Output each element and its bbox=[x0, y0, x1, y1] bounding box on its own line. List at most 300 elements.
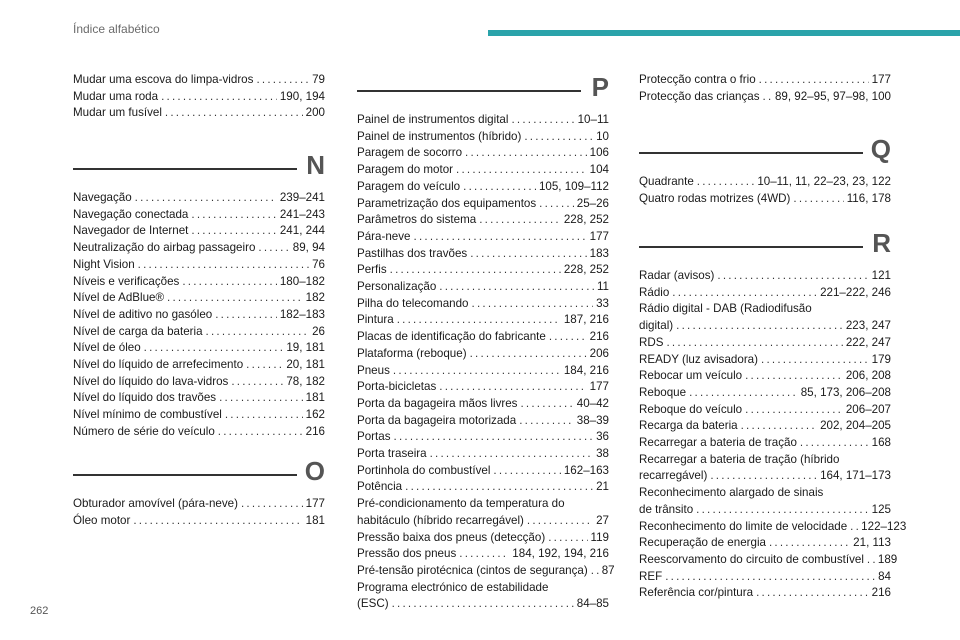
entry-row bbox=[73, 390, 325, 407]
entry-pages: 85, 173, 206–208 bbox=[800, 385, 891, 399]
entry-pages: 38–39 bbox=[576, 413, 609, 427]
entry-text: Recarga da bateria bbox=[639, 419, 738, 433]
entry-text: Paragem do motor bbox=[357, 163, 454, 177]
dot-leader bbox=[697, 174, 755, 191]
index-entry bbox=[639, 402, 891, 419]
dot-leader bbox=[258, 240, 289, 257]
entry-row bbox=[73, 407, 325, 424]
index-entry bbox=[73, 496, 325, 513]
dot-leader bbox=[470, 346, 587, 363]
entry-row bbox=[73, 207, 325, 224]
entry-text-continued: (ESC) bbox=[357, 597, 389, 611]
entry-text-continued: de trânsito bbox=[639, 502, 694, 516]
dot-leader bbox=[479, 212, 561, 229]
entry-pages: 122–123 bbox=[861, 519, 907, 533]
entry-text: Reconhecimento alargado de sinais bbox=[639, 486, 824, 500]
dot-leader bbox=[439, 279, 594, 296]
entry-pages: 87 bbox=[601, 563, 615, 577]
entry-pages: 78, 182 bbox=[286, 374, 325, 388]
index-section bbox=[639, 72, 891, 105]
entry-text: RDS bbox=[639, 335, 664, 349]
entry-row bbox=[357, 129, 609, 146]
entry-row bbox=[639, 502, 891, 519]
entry-pages: 184, 216 bbox=[563, 363, 609, 377]
entry-pages: 38 bbox=[596, 447, 609, 461]
section-header bbox=[73, 150, 325, 190]
index-entry bbox=[639, 335, 891, 352]
index-entry bbox=[639, 435, 891, 452]
entry-row bbox=[357, 363, 609, 380]
entry-text: Número de série do veículo bbox=[73, 424, 215, 438]
dot-leader bbox=[717, 268, 868, 285]
entry-text: Quatro rodas motrizes (4WD) bbox=[639, 191, 791, 205]
dot-leader bbox=[133, 513, 302, 530]
entry-pages: 10–11, 11, 22–23, 23, 122 bbox=[757, 175, 891, 188]
index-entry bbox=[357, 563, 615, 580]
dot-leader bbox=[759, 72, 869, 89]
entry-text: Night Vision bbox=[73, 257, 135, 271]
index-entry bbox=[73, 390, 325, 407]
dot-leader bbox=[463, 179, 536, 196]
entry-text: Protecção das crianças bbox=[639, 89, 760, 103]
index-entry bbox=[73, 257, 325, 274]
index-entry bbox=[639, 418, 891, 435]
entry-pages: 216 bbox=[305, 424, 325, 438]
entry-row bbox=[73, 72, 325, 89]
dot-leader bbox=[135, 190, 277, 207]
index-entry bbox=[639, 301, 891, 334]
section-letter: Q bbox=[870, 134, 891, 164]
index-entry bbox=[357, 580, 609, 613]
entry-row bbox=[357, 279, 609, 296]
entry-pages: 222, 247 bbox=[845, 335, 891, 349]
entry-row bbox=[73, 496, 325, 513]
entry-row bbox=[639, 368, 891, 385]
entry-pages: 216 bbox=[589, 330, 609, 344]
index-entry bbox=[639, 535, 891, 552]
dot-leader bbox=[215, 307, 277, 324]
entry-pages: 19, 181 bbox=[286, 341, 325, 355]
section-letter: R bbox=[872, 228, 891, 258]
entry-pages: 40–42 bbox=[576, 396, 609, 410]
entry-text: Navegação bbox=[73, 191, 132, 204]
entry-text-continued: habitáculo (híbrido recarregável) bbox=[357, 513, 524, 527]
dot-leader bbox=[167, 290, 303, 307]
section-divider bbox=[639, 246, 863, 248]
entry-text: Nível de carga da bateria bbox=[73, 324, 203, 338]
entry-row bbox=[73, 290, 325, 307]
index-entry bbox=[639, 72, 891, 89]
index-entry bbox=[357, 112, 609, 129]
entry-row bbox=[639, 318, 891, 335]
index-entry bbox=[639, 519, 907, 536]
dot-leader bbox=[459, 546, 509, 563]
dot-leader bbox=[689, 385, 798, 402]
index-entry bbox=[639, 268, 891, 285]
entry-row bbox=[639, 418, 891, 435]
index-entry bbox=[357, 396, 609, 413]
index-entry bbox=[357, 329, 609, 346]
entry-pages: 177 bbox=[305, 497, 325, 510]
entry-text: Obturador amovível (pára-neve) bbox=[73, 497, 238, 510]
entry-text: Recuperação de energia bbox=[639, 536, 766, 550]
entry-text: Pára-neve bbox=[357, 229, 411, 243]
dot-leader bbox=[394, 429, 594, 446]
entry-text: Óleo motor bbox=[73, 513, 131, 527]
entry-row bbox=[357, 463, 609, 480]
entry-row bbox=[73, 374, 325, 391]
entry-pages: 221–222, 246 bbox=[820, 285, 891, 299]
entry-pages: 76 bbox=[312, 257, 325, 271]
index-section bbox=[73, 150, 325, 441]
dot-leader bbox=[763, 89, 772, 106]
entry-row bbox=[639, 89, 891, 106]
entry-pages: 125 bbox=[871, 502, 891, 516]
entry-text: Portas bbox=[357, 430, 391, 444]
dot-leader bbox=[470, 246, 586, 263]
entry-pages: 89, 94 bbox=[292, 241, 325, 255]
entry-text: REF bbox=[639, 569, 663, 583]
entry-row bbox=[357, 112, 609, 129]
index-entry bbox=[73, 290, 325, 307]
dot-leader bbox=[231, 374, 283, 391]
index-entry bbox=[73, 513, 325, 530]
entry-pages: 164, 171–173 bbox=[820, 469, 891, 483]
entry-pages: 228, 252 bbox=[563, 213, 609, 227]
entry-text: Navegação conectada bbox=[73, 207, 189, 221]
entry-text: Nível mínimo de combustível bbox=[73, 408, 222, 422]
entry-pages: 162 bbox=[305, 408, 325, 422]
entry-pages: 27 bbox=[596, 513, 609, 527]
entry-text: Pastilhas dos travões bbox=[357, 246, 468, 260]
entry-pages: 190, 194 bbox=[279, 89, 325, 103]
entry-text: Pintura bbox=[357, 313, 394, 327]
dot-leader bbox=[539, 196, 574, 213]
index-entry bbox=[639, 552, 898, 569]
entry-row bbox=[73, 257, 325, 274]
dot-leader bbox=[520, 396, 573, 413]
entry-pages: 241–243 bbox=[279, 207, 325, 221]
dot-leader bbox=[144, 340, 284, 357]
entry-row bbox=[357, 446, 609, 463]
index-entry bbox=[357, 413, 609, 430]
index-section bbox=[73, 72, 325, 122]
entry-text: Placas de identificação do fabricante bbox=[357, 330, 546, 344]
entry-pages: 121 bbox=[871, 269, 891, 282]
dot-leader bbox=[511, 112, 574, 129]
index-entry bbox=[73, 307, 325, 324]
entry-pages: 223, 247 bbox=[845, 319, 891, 333]
dot-leader bbox=[519, 413, 574, 430]
dot-leader bbox=[430, 446, 594, 463]
entry-text: Quadrante bbox=[639, 175, 694, 188]
section-header bbox=[73, 456, 325, 496]
dot-leader bbox=[397, 312, 561, 329]
entry-text: Nível de óleo bbox=[73, 341, 141, 355]
section-header bbox=[357, 72, 609, 112]
index-entry bbox=[357, 246, 609, 263]
dot-leader bbox=[741, 418, 817, 435]
index-entry bbox=[357, 312, 609, 329]
dot-leader bbox=[182, 274, 277, 291]
dot-leader bbox=[390, 262, 561, 279]
entry-row bbox=[357, 346, 609, 363]
entry-row bbox=[639, 385, 891, 402]
dot-leader bbox=[676, 318, 843, 335]
index-entry bbox=[73, 223, 325, 240]
dot-leader bbox=[696, 502, 869, 519]
entry-pages: 182 bbox=[305, 291, 325, 305]
entry-pages: 180–182 bbox=[279, 274, 325, 288]
entry-text-continued: recarregável) bbox=[639, 469, 708, 483]
dot-leader bbox=[219, 390, 303, 407]
entry-text: Mudar uma roda bbox=[73, 89, 159, 103]
dot-leader bbox=[206, 324, 310, 341]
entry-row bbox=[639, 468, 891, 485]
dot-leader bbox=[666, 335, 842, 352]
entry-text: Reconhecimento do limite de velocidade bbox=[639, 519, 848, 533]
dot-leader bbox=[665, 569, 875, 586]
dot-leader bbox=[191, 223, 276, 240]
entry-row bbox=[73, 513, 325, 530]
entry-row bbox=[357, 596, 609, 613]
entry-row bbox=[73, 340, 325, 357]
entry-row bbox=[357, 262, 609, 279]
dot-leader bbox=[672, 285, 817, 302]
entry-text: Pilha do telecomando bbox=[357, 296, 469, 310]
entry-text: Nível de aditivo no gasóleo bbox=[73, 307, 213, 321]
index-section bbox=[639, 228, 907, 602]
entry-row bbox=[357, 546, 609, 563]
dot-leader bbox=[414, 229, 587, 246]
entry-text: Reescorvamento do circuito de combustível bbox=[639, 552, 864, 566]
section-header bbox=[639, 134, 891, 174]
dot-leader bbox=[165, 105, 303, 122]
entry-text: Reboque do veículo bbox=[639, 402, 743, 416]
dot-leader bbox=[246, 357, 283, 374]
index-entry bbox=[357, 446, 609, 463]
dot-leader bbox=[761, 352, 869, 369]
index-entry bbox=[73, 374, 325, 391]
entry-text: Neutralização do airbag passageiro bbox=[73, 241, 256, 255]
entry-row bbox=[639, 285, 891, 302]
entry-pages: 239–241 bbox=[279, 191, 325, 204]
index-entry bbox=[357, 262, 609, 279]
entry-row bbox=[73, 240, 325, 257]
entry-pages: 10–11 bbox=[577, 113, 609, 126]
entry-text: Navegador de Internet bbox=[73, 224, 189, 238]
index-entry bbox=[639, 585, 891, 602]
entry-pages: 177 bbox=[589, 229, 609, 243]
entry-row bbox=[357, 179, 609, 196]
index-entry bbox=[73, 357, 325, 374]
entry-text: Rádio bbox=[639, 285, 670, 299]
entry-text: Painel de instrumentos (híbrido) bbox=[357, 129, 522, 143]
entry-text: Portinhola do combustível bbox=[357, 463, 491, 477]
entry-text: Radar (avisos) bbox=[639, 269, 715, 282]
dot-leader bbox=[591, 563, 599, 580]
dot-leader bbox=[769, 535, 850, 552]
entry-row bbox=[73, 190, 325, 207]
index-entry bbox=[357, 379, 609, 396]
entry-row bbox=[639, 535, 891, 552]
entry-row bbox=[73, 307, 325, 324]
entry-text: Personalização bbox=[357, 280, 437, 294]
entry-text: Porta-bicicletas bbox=[357, 380, 437, 394]
entry-text: Painel de instrumentos digital bbox=[357, 113, 509, 126]
entry-text: Nível de AdBlue® bbox=[73, 291, 165, 305]
entry-text: Parametrização dos equipamentos bbox=[357, 196, 537, 210]
entry-pages: 216 bbox=[871, 586, 891, 600]
section-letter: P bbox=[591, 72, 609, 102]
entry-pages: 177 bbox=[871, 73, 891, 86]
entry-text: Paragem do veículo bbox=[357, 179, 461, 193]
dot-leader bbox=[393, 363, 561, 380]
entry-text: Potência bbox=[357, 480, 403, 494]
index-entry bbox=[357, 429, 609, 446]
entry-text: Programa electrónico de estabilidade bbox=[357, 580, 549, 594]
index-entry bbox=[357, 296, 609, 313]
entry-text-continued: digital) bbox=[639, 319, 674, 333]
dot-leader bbox=[850, 519, 858, 536]
entry-pages: 168 bbox=[871, 436, 891, 450]
entry-row bbox=[357, 563, 615, 580]
dot-leader bbox=[756, 585, 869, 602]
entry-pages: 11 bbox=[596, 280, 609, 294]
entry-text: Pneus bbox=[357, 363, 390, 377]
entry-text: Nível do líquido de arrefecimento bbox=[73, 358, 244, 372]
index-entry bbox=[639, 452, 891, 485]
entry-row bbox=[357, 312, 609, 329]
entry-pages: 206, 208 bbox=[845, 369, 891, 383]
entry-row bbox=[73, 105, 325, 122]
dot-leader bbox=[793, 191, 843, 208]
entry-row bbox=[357, 329, 609, 346]
entry-text: Nível do líquido do lava-vidros bbox=[73, 374, 229, 388]
entry-row bbox=[357, 530, 609, 547]
header-title: Índice alfabético bbox=[73, 22, 160, 36]
entry-row bbox=[73, 424, 325, 441]
dot-leader bbox=[527, 513, 593, 530]
index-entry bbox=[357, 212, 609, 229]
entry-row bbox=[357, 513, 609, 530]
entry-row bbox=[639, 335, 891, 352]
entry-text: Plataforma (reboque) bbox=[357, 346, 467, 360]
index-entry bbox=[357, 179, 609, 196]
entry-row bbox=[639, 435, 891, 452]
dot-leader bbox=[256, 72, 309, 89]
dot-leader bbox=[493, 463, 560, 480]
entry-pages: 162–163 bbox=[563, 463, 609, 477]
entry-row bbox=[357, 212, 609, 229]
entry-text: READY (luz avisadora) bbox=[639, 352, 758, 366]
section-divider bbox=[357, 90, 581, 92]
entry-pages: 36 bbox=[596, 430, 609, 444]
entry-text: Paragem de socorro bbox=[357, 146, 463, 160]
entry-text: Protecção contra o frio bbox=[639, 73, 756, 86]
entry-pages: 106 bbox=[589, 146, 609, 160]
entry-text: Porta traseira bbox=[357, 447, 427, 461]
entry-text: Pré-condicionamento da temperatura do bbox=[357, 497, 565, 511]
entry-row bbox=[639, 268, 891, 285]
section-header bbox=[639, 228, 891, 268]
dot-leader bbox=[524, 129, 593, 146]
entry-text: Rádio digital - DAB (Radiodifusão bbox=[639, 302, 812, 316]
index-entry bbox=[357, 196, 609, 213]
index-entry bbox=[73, 324, 325, 341]
entry-row bbox=[73, 274, 325, 291]
entry-pages: 105, 109–112 bbox=[538, 179, 609, 193]
dot-leader bbox=[867, 552, 875, 569]
entry-pages: 116, 178 bbox=[846, 191, 891, 205]
dot-leader bbox=[439, 379, 586, 396]
entry-row bbox=[639, 174, 891, 191]
entry-text: Reboque bbox=[639, 385, 687, 399]
entry-text: Recarregar a bateria de tração (híbrido bbox=[639, 452, 840, 466]
entry-text: Pressão baixa dos pneus (detecção) bbox=[357, 530, 546, 544]
dot-leader bbox=[800, 435, 869, 452]
entry-row bbox=[357, 413, 609, 430]
index-entry bbox=[73, 274, 325, 291]
entry-text: Recarregar a bateria de tração bbox=[639, 436, 797, 450]
dot-leader bbox=[549, 329, 587, 346]
entry-row bbox=[73, 89, 325, 106]
dot-leader bbox=[138, 257, 309, 274]
index-entry bbox=[357, 145, 609, 162]
dot-leader bbox=[465, 145, 587, 162]
entry-pages: 79 bbox=[312, 73, 325, 86]
entry-pages: 184, 192, 194, 216 bbox=[512, 547, 609, 561]
entry-pages: 179 bbox=[871, 352, 891, 366]
entry-pages: 84 bbox=[878, 569, 891, 583]
index-entry bbox=[357, 463, 609, 480]
index-entry bbox=[357, 479, 609, 496]
index-entry bbox=[73, 424, 325, 441]
index-entry bbox=[639, 352, 891, 369]
entry-pages: 181 bbox=[305, 513, 325, 527]
index-entry bbox=[357, 346, 609, 363]
entry-pages: 187, 216 bbox=[563, 313, 609, 327]
index-entry bbox=[639, 174, 891, 191]
index-entry bbox=[73, 105, 325, 122]
entry-pages: 200 bbox=[305, 106, 325, 120]
entry-row bbox=[639, 569, 891, 586]
entry-text: Mudar uma escova do limpa-vidros bbox=[73, 73, 254, 86]
entry-pages: 241, 244 bbox=[279, 224, 325, 238]
index-entry bbox=[639, 285, 891, 302]
entry-row bbox=[639, 585, 891, 602]
dot-leader bbox=[456, 162, 587, 179]
index-entry bbox=[639, 485, 891, 518]
section-letter: N bbox=[306, 150, 325, 180]
dot-leader bbox=[472, 296, 594, 313]
index-entry bbox=[73, 190, 325, 207]
entry-pages: 228, 252 bbox=[563, 263, 609, 277]
entry-row bbox=[357, 229, 609, 246]
entry-row bbox=[73, 324, 325, 341]
entry-row bbox=[639, 191, 891, 208]
index-entry bbox=[357, 279, 609, 296]
index-section bbox=[639, 134, 891, 207]
index-entry bbox=[639, 191, 891, 208]
entry-row bbox=[357, 379, 609, 396]
section-divider bbox=[639, 152, 863, 154]
index-entry bbox=[73, 240, 325, 257]
entry-pages: 25–26 bbox=[576, 196, 609, 210]
entry-text: Pressão dos pneus bbox=[357, 547, 457, 561]
entry-row bbox=[357, 246, 609, 263]
index-entry bbox=[639, 569, 891, 586]
